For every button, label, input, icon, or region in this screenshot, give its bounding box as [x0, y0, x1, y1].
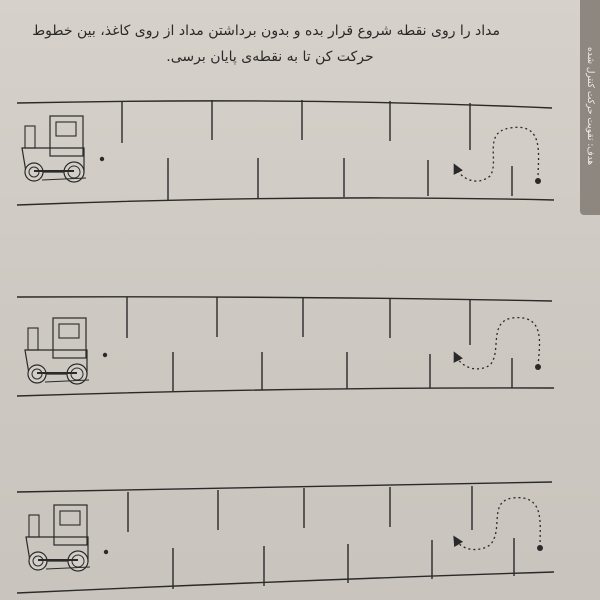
instruction-line-1: مداد را روی نقطه شروع قرار بده و بدون برداشتن مداد از روی کاغذ، بین خطوط [32, 23, 500, 39]
dotted-guide-path [456, 127, 539, 181]
exercise-2 [17, 297, 554, 396]
track-bottom-line [17, 572, 554, 593]
maze-walls [122, 100, 512, 200]
maze-walls [127, 297, 512, 391]
end-dot [100, 157, 104, 161]
train-icon [26, 505, 90, 571]
dotted-guide-path [456, 318, 540, 369]
instruction-line-2: حرکت کن تا به نقطه‌ی پایان برسی. [166, 49, 374, 65]
end-dot [103, 353, 107, 357]
exercise-1 [17, 100, 554, 205]
track-top-line [17, 297, 552, 301]
maze-walls [128, 486, 514, 589]
exercise-3 [17, 482, 554, 593]
start-dot [535, 178, 541, 184]
track-bottom-line [17, 198, 554, 205]
dotted-guide-path [456, 498, 540, 550]
start-dot [537, 545, 543, 551]
track-bottom-line [17, 388, 554, 396]
side-tab-text: هدف: تقویت حرکت کنترل شده [585, 46, 595, 166]
end-dot [104, 550, 108, 554]
train-icon [25, 318, 89, 384]
track-top-line [17, 101, 552, 108]
train-icon [22, 116, 86, 182]
start-dot [535, 364, 541, 370]
